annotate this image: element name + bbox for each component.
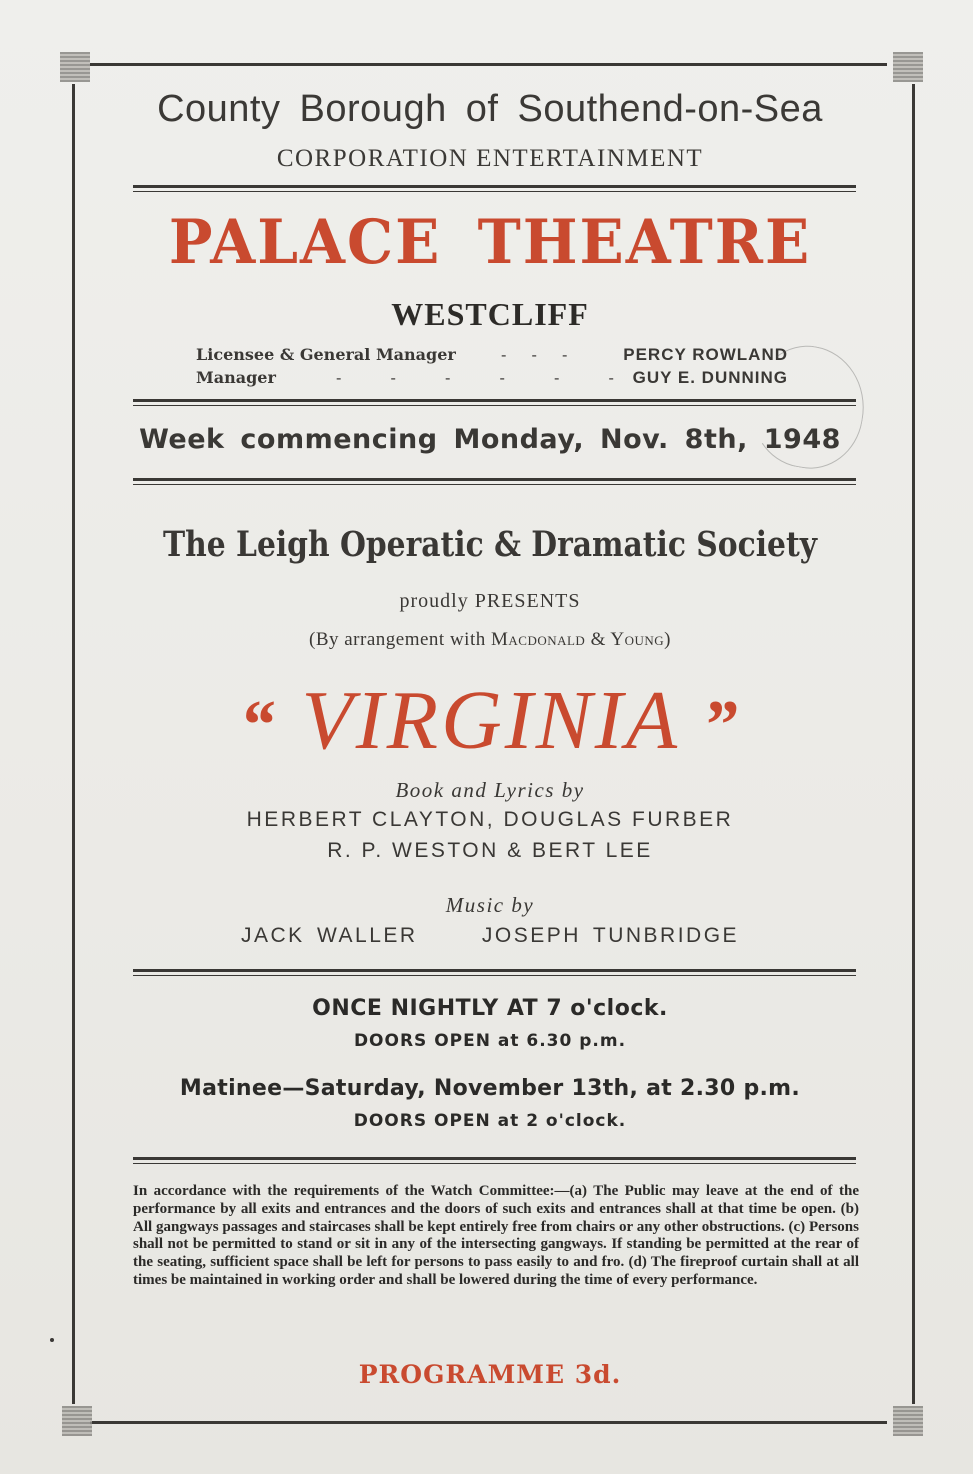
divider-3a [133,478,856,481]
nightly-time: ONCE NIGHTLY AT 7 o'clock. [312,996,668,1021]
divider-5b [133,1163,856,1164]
corner-ornament-tl [60,52,90,82]
management-role: Manager [196,368,276,387]
authors-line-1: HERBERT CLAYTON, DOUGLAS FURBER [246,808,734,831]
arrangement-suffix: ) [664,629,671,650]
corner-ornament-tr [893,52,923,82]
watch-committee-notice: In accordance with the requirements of the Watch Committee:—(a) The Public may leave at the end of the performance by all exits and entrances and the doors of such exits and entrances shall at that time be open. (b) All gangways passages and staircases shall be kept entirely free from chairs or any other obstructions. (c) Persons shall not be permitted to stand or sit in any of the intersecting gangways. If standing be permitted at the rear of the seating, sufficient space shall be left for persons to pass easily to and fro. (d) The fireproof curtain shall at all times be maintained in working order and shall be lowered during the time of every performance. [133,1183,859,1288]
composers [80,924,900,948]
divider-5a [133,1157,856,1160]
corporation-subheading: CORPORATION ENTERTAINMENT [276,145,704,172]
management-name: GUY E. DUNNING [632,368,788,387]
book-label: Book and Lyrics by [395,778,585,802]
management-leader: - - - - - - [336,368,636,387]
divider-1b [133,191,856,192]
divider-3b [133,484,856,485]
programme-price: PROGRAMME 3d. [358,1360,622,1389]
title-close-quote: ” [702,687,741,764]
divider-4a [133,969,856,972]
arrangement-name: Macdonald & Young [490,629,665,650]
society-name: The Leigh Operatic & Dramatic Society [162,524,818,565]
presents-line: proudly PRESENTS [399,590,581,612]
theatre-name: PALACE THEATRE [168,206,812,278]
corner-ornament-br [893,1406,923,1436]
composer-2: JOSEPH TUNBRIDGE [481,924,740,947]
theatre-location: WESTCLIFF [391,296,589,332]
frame-right [912,84,915,1404]
frame-bottom [90,1421,887,1424]
title-open-quote: “ [239,687,278,764]
title-text: VIRGINIA [301,674,679,767]
borough-heading: County Borough of Southend-on-Sea [157,88,823,130]
frame-top [90,63,887,66]
divider-4b [133,975,856,976]
divider-1a [133,185,856,188]
matinee-time: Matinee—Saturday, November 13th, at 2.30 p.m. [179,1076,801,1101]
management-leader: - - - [501,345,578,364]
week-commencing: Week commencing Monday, Nov. 8th, 1948 [139,424,841,455]
management-name: PERCY ROWLAND [623,345,788,364]
authors-line-2: R. P. WESTON & BERT LEE [327,839,653,862]
nightly-doors: DOORS OPEN at 6.30 p.m. [353,1031,627,1051]
matinee-doors: DOORS OPEN at 2 o'clock. [353,1111,627,1131]
corner-ornament-bl [62,1406,92,1436]
arrangement-line [80,629,900,651]
management-role: Licensee & General Manager [196,345,456,364]
show-title [80,672,900,769]
music-label: Music by [445,893,535,917]
ink-dot [50,1338,54,1342]
frame-left [72,84,75,1404]
arrangement-prefix: (By arrangement with [309,629,491,650]
composer-1: JACK WALLER [240,924,418,947]
divider-2b [133,405,856,406]
divider-2a [133,399,856,402]
